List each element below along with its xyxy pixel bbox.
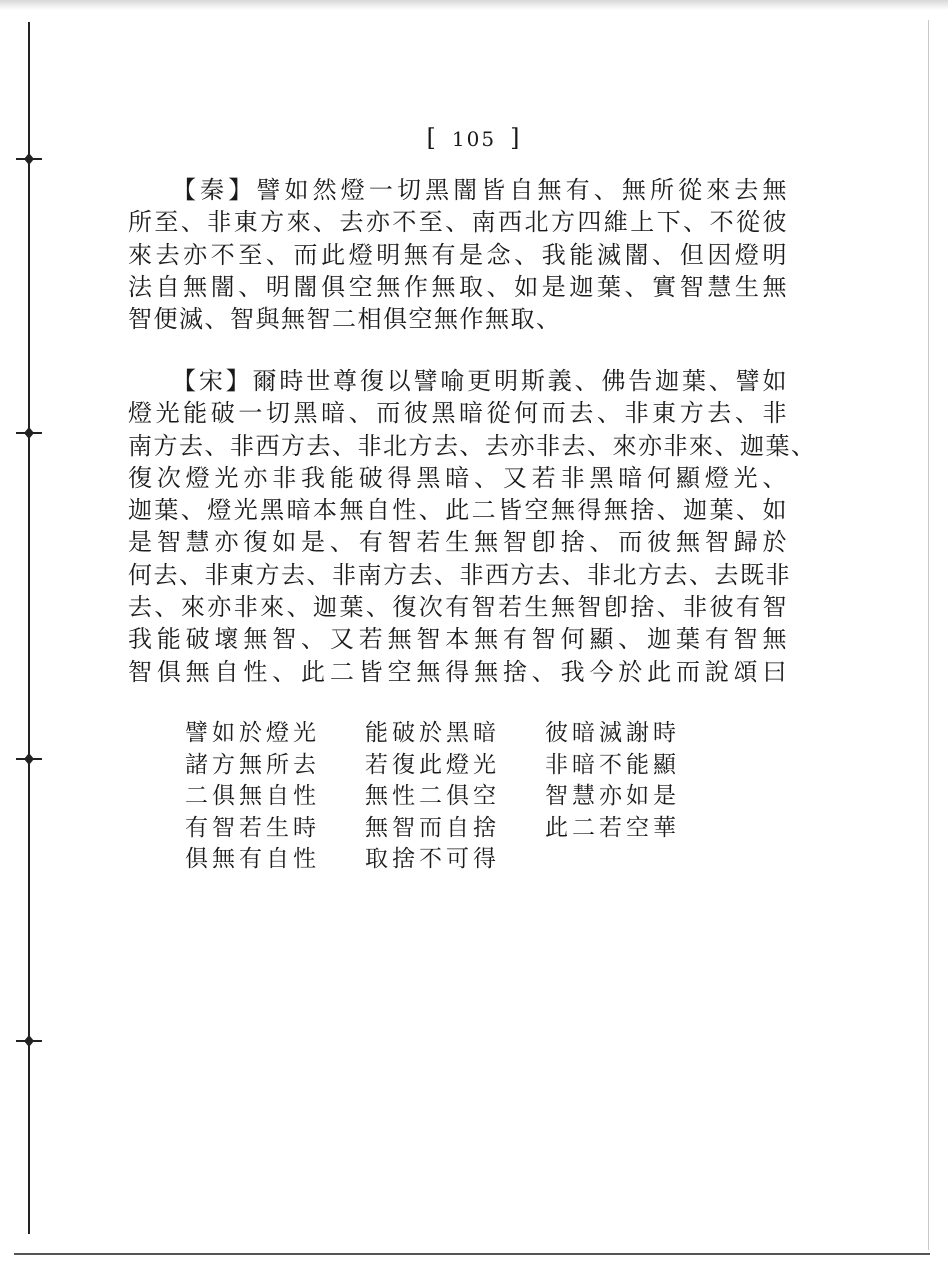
text-line: 來去亦不至、而此燈明無有是念、我能滅闇、但因燈明 xyxy=(128,240,788,269)
verse-row xyxy=(185,813,725,845)
text-line: 智俱無自性、此二皆空無得無捨、我今於此而說頌曰 xyxy=(128,657,788,686)
page-right-edge xyxy=(928,20,929,1250)
page-bottom-rule xyxy=(14,1253,930,1255)
verse-phrase: 俱無有自性 xyxy=(185,846,320,872)
verse-phrase: 譬如於燈光 xyxy=(185,720,320,746)
binding-mark xyxy=(16,1040,42,1042)
text-line: 我能破壞無智、又若無智本無有智何顯、迦葉有智無 xyxy=(128,625,788,654)
verse-row xyxy=(185,718,725,750)
verse-row xyxy=(185,781,725,813)
qin-paragraph xyxy=(128,174,788,335)
verse-phrase: 有智若生時 xyxy=(185,814,320,841)
verse-block xyxy=(185,718,725,876)
text-line: 迦葉、燈光黑暗本無自性、此二皆空無得無捨、迦葉、如 xyxy=(128,496,788,525)
verse-phrase: 智慧亦如是 xyxy=(545,783,680,809)
text-line: 【宋】爾時世尊復以譬喻更明斯義、佛告迦葉、譬如 xyxy=(172,367,788,395)
scan-top-shadow xyxy=(0,0,948,10)
text-line: 去、來亦非來、迦葉、復次有智若生無智卽捨、非彼有智 xyxy=(128,593,788,622)
verse-phrase xyxy=(545,844,725,876)
text-line: 何去、非東方去、非南方去、非西方去、非北方去、去既非 xyxy=(128,560,791,589)
page-bracket-open: [ xyxy=(426,124,438,152)
verse-phrase: 此二若空華 xyxy=(545,814,680,841)
text-line: 復次燈光亦非我能破得黑暗、又若非黑暗何顯燈光、 xyxy=(128,463,788,492)
page-number xyxy=(0,124,948,152)
verse-row xyxy=(185,844,725,876)
binding-rule xyxy=(28,22,30,1234)
verse-phrase: 無性二俱空 xyxy=(365,783,500,809)
text-line: 燈光能破一切黑暗、而彼黑暗從何而去、非東方去、非 xyxy=(128,399,788,428)
verse-phrase: 彼暗滅謝時 xyxy=(545,720,680,746)
binding-mark xyxy=(16,758,42,760)
verse-phrase: 非暗不能顯 xyxy=(545,751,680,778)
verse-phrase: 二俱無自性 xyxy=(185,783,320,809)
text-line: 是智慧亦復如是、有智若生無智卽捨、而彼無智歸於 xyxy=(128,528,788,557)
text-line: 智便滅、智與無智二相俱空無作無取、 xyxy=(128,305,562,334)
binding-mark xyxy=(16,432,42,434)
verse-row xyxy=(185,750,725,782)
text-line: 法自無闇、明闇俱空無作無取、如是迦葉、實智慧生無 xyxy=(128,272,788,301)
binding-mark xyxy=(16,158,42,160)
text-line: 南方去、非西方去、非北方去、去亦非去、來亦非來、迦葉、 xyxy=(128,431,817,460)
verse-phrase: 無智而自捨 xyxy=(365,814,500,841)
text-line: 【秦】譬如然燈一切黑闇皆自無有、無所從來去無 xyxy=(172,176,788,204)
text-line: 所至、非東方來、去亦不至、南西北方四維上下、不從彼 xyxy=(128,208,788,237)
page-number-value: 105 xyxy=(451,127,497,151)
verse-phrase: 若復此燈光 xyxy=(365,751,500,778)
page-bracket-close: ] xyxy=(510,124,522,152)
song-paragraph xyxy=(128,365,817,688)
verse-phrase: 取捨不可得 xyxy=(365,846,500,872)
verse-phrase: 能破於黑暗 xyxy=(365,720,500,746)
verse-phrase: 諸方無所去 xyxy=(185,751,320,778)
